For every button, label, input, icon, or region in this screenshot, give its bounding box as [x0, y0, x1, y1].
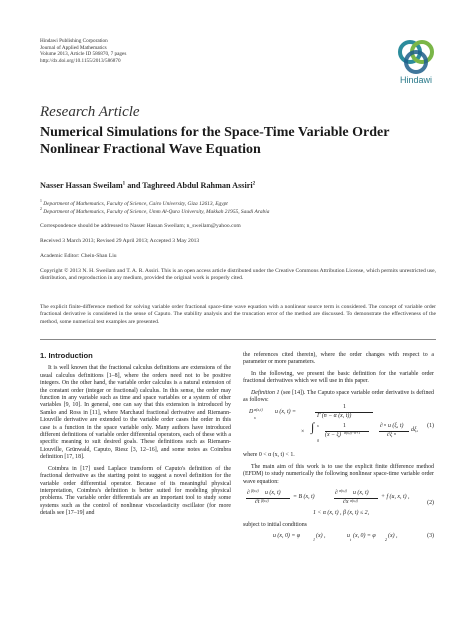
publisher-name: Hindawi Publishing Corporation — [40, 38, 108, 44]
affiliation — [40, 199, 228, 207]
eq-text: dξ, — [411, 427, 418, 434]
eq-times: × — [301, 429, 305, 436]
hindawi-logo — [391, 38, 441, 90]
eq-exponent: n — [384, 422, 386, 428]
divider — [40, 339, 436, 340]
eq-superscript: α(x,t) — [254, 407, 263, 413]
eq-text: u (ξ, t) — [388, 423, 404, 430]
eq-int-lower: 0 — [317, 438, 319, 444]
right-column — [243, 352, 434, 545]
section-heading: 1. Introduction — [40, 351, 93, 360]
author-name: Nasser Hassan Sweilam — [40, 181, 123, 190]
eq-denominator: Γ (n − α (x, t)) — [317, 413, 352, 420]
eq-exponent: α(x,t) — [339, 489, 347, 494]
journal-name: Journal of Applied Mathematics — [40, 44, 107, 51]
dates: Received 3 March 2013; Revised 29 April 2013; Accepted 3 May 2013 — [40, 238, 200, 244]
eq-numerator: 1 — [343, 423, 346, 430]
eq-condition: 1 < α (x, t) , β (x, t) ≤ 2, — [313, 510, 370, 517]
eq-exponent: β(x,t) — [261, 499, 269, 504]
paragraph: The main aim of this work is to use the explicit finite difference method (EFDM) to study numerically the following nonlinear space-time variable order wave equation: — [243, 463, 434, 485]
eq-denominator: ∂ξ — [387, 432, 393, 439]
publication-info — [40, 38, 126, 64]
logo-text: Hindawi — [399, 75, 432, 85]
eq-text: u (x, t) = — [275, 409, 296, 416]
paper-title: Numerical Simulations for the Space-Time Variable Order Nonlinear Fractional Wave Equation — [40, 125, 390, 157]
eq-partial: ∂ — [380, 423, 383, 430]
eq-text: (x) , — [388, 533, 398, 540]
hindawi-logo-icon — [396, 38, 436, 76]
eq-text: (x, 0) = φ — [353, 533, 376, 540]
eq-text: + f (u, x, t) , — [381, 494, 410, 501]
affiliation-text: Department of Mathematics, Faculty of Science, Umm Al-Qura University, Makkah 21955, Saudi Arabia — [43, 208, 270, 215]
eq-subscript: t — [350, 537, 352, 543]
eq-text: u (x, 0) = φ — [273, 533, 301, 540]
volume-info: Volume 2013, Article ID 586870, 7 pages — [40, 51, 127, 58]
author-name: Taghreed Abdul Rahman Assiri — [142, 181, 253, 190]
definition-label: Definition 1 — [251, 389, 280, 396]
left-column — [40, 352, 231, 522]
abstract: The explicit finite-difference method for solving variable order fractional space-time wave equation with a nonlinear source term is considered. The concept of variable order fractional derivative is considered in the sense of Caputo. The stability analysis and the truncation error of the method are discussed. To demonstrate the effectiveness of the method, some numerical test examples are presented. — [40, 304, 436, 325]
eq-denominator: ∂t — [255, 499, 260, 506]
paragraph: the references cited therein), where the order changes with respect to a parameter or more parameters. — [243, 352, 434, 366]
eq-subscript: 2 — [385, 537, 387, 543]
eq-text: u — [347, 533, 350, 540]
definition-text: (see [14]). The Caputo space variable order derivative is defined as follows: — [243, 389, 434, 404]
eq-operator: D — [249, 409, 254, 416]
eq-exponent: n — [394, 431, 396, 437]
equation-3 — [243, 533, 434, 543]
equation-number: (1) — [427, 423, 434, 430]
eq-numerator: 1 — [343, 404, 346, 411]
equation-number: (3) — [427, 533, 434, 540]
eq-exponent: α(x,t) — [350, 499, 358, 504]
equation-number: (2) — [427, 500, 434, 507]
affiliation-text: Department of Mathematics, Faculty of Science, Cairo University, Giza 12613, Egypt — [43, 200, 228, 207]
academic-editor: Academic Editor: Chein-Shan Liu — [40, 253, 117, 259]
eq-text: (x) , — [316, 533, 326, 540]
author-affil-mark: 1 — [122, 181, 126, 187]
paragraph: It is well known that the fractional calculus definitions are extensions of the usual calculus definitions [1–8], where the orders need not to be positive integers. On the other hand, the variable order calculus is a natural extension of the constant order (integer or fractional) calculus. In this sense, the order may function in any variable such as time and space variables or a system of other variables [9, 10]. In general, one can say that this extension is introduced by Samko and Ross in [11], where Marchaud fractional derivative and Riemann-Liouville derivative are extended to the variable order cases the order in this case is a function in the space variable only. Many authors have introduced different definitions of variable order differential operators, each of these with a specific meaning to suit desired goals. These definitions such as Riemann-Liouville, Grünwald, Caputo, Riesz [3, 12–16], and some notes as Coimbra definition [17, 18]. — [40, 365, 231, 461]
integral-sign: ∫ — [311, 420, 315, 435]
eq-subscript: 1 — [313, 537, 315, 543]
author-separator: and — [125, 181, 143, 190]
affiliation — [40, 207, 269, 215]
eq-partial: ∂ — [247, 490, 250, 497]
eq-text: u (x, t) — [265, 490, 281, 497]
correspondence: Correspondence should be addressed to Nasser Hassan Sweilam; n_sweilam@yahoo.com — [40, 223, 241, 229]
eq-int-upper: x — [317, 423, 319, 429]
eq-text: u (x, t) — [353, 490, 369, 497]
article-type: Research Article — [40, 104, 140, 120]
definition — [243, 390, 434, 405]
eq-denominator: (x − ξ) — [325, 432, 341, 439]
affiliation-mark: 2 — [40, 207, 42, 211]
copyright-notice: Copyright © 2013 N. H. Sweilam and T. A. R. Assiri. This is an open access article distributed under the Creative Commons Attribution License, which permits unrestricted use, distribution, and reproduction in any medium, provided the original work is properly cited. — [40, 268, 436, 282]
equation-2 — [243, 490, 434, 520]
author-list — [40, 181, 255, 190]
paragraph: In the following, we present the basic definition for the variable order fractional derivatives which we will use in this paper. — [243, 370, 434, 385]
author-affil-mark: 2 — [252, 181, 256, 187]
affiliation-mark: 1 — [40, 199, 42, 203]
paragraph: Coimbra in [17] used Laplace transform of Caputo's definition of the fractional derivative as the starting point to suggest a novel definition for the variable order differential operator. Because of its meaningful physical interpretation, Coimbra's definition is better suited for modeling physical problems. The variable order differentials are an important tool to study some systems such as the control of nonlinear viscoelasticity oscillator (for more details see [17–19] and — [40, 465, 231, 517]
eq-denominator: ∂x — [343, 499, 349, 506]
eq-text: = B (x, t) — [293, 494, 315, 501]
eq-exponent: α(x,t)−n+1 — [344, 431, 361, 436]
eq-partial: ∂ — [335, 490, 338, 497]
equation-1 — [243, 406, 434, 450]
paragraph: where 0 < α (x, t) < 1. — [243, 452, 295, 459]
eq-exponent: β(x,t) — [251, 489, 259, 494]
eq-subscript: x — [254, 415, 256, 421]
paragraph: subject to initial conditions — [243, 522, 307, 529]
doi-link[interactable]: http://dx.doi.org/10.1155/2013/586870 — [40, 57, 121, 64]
